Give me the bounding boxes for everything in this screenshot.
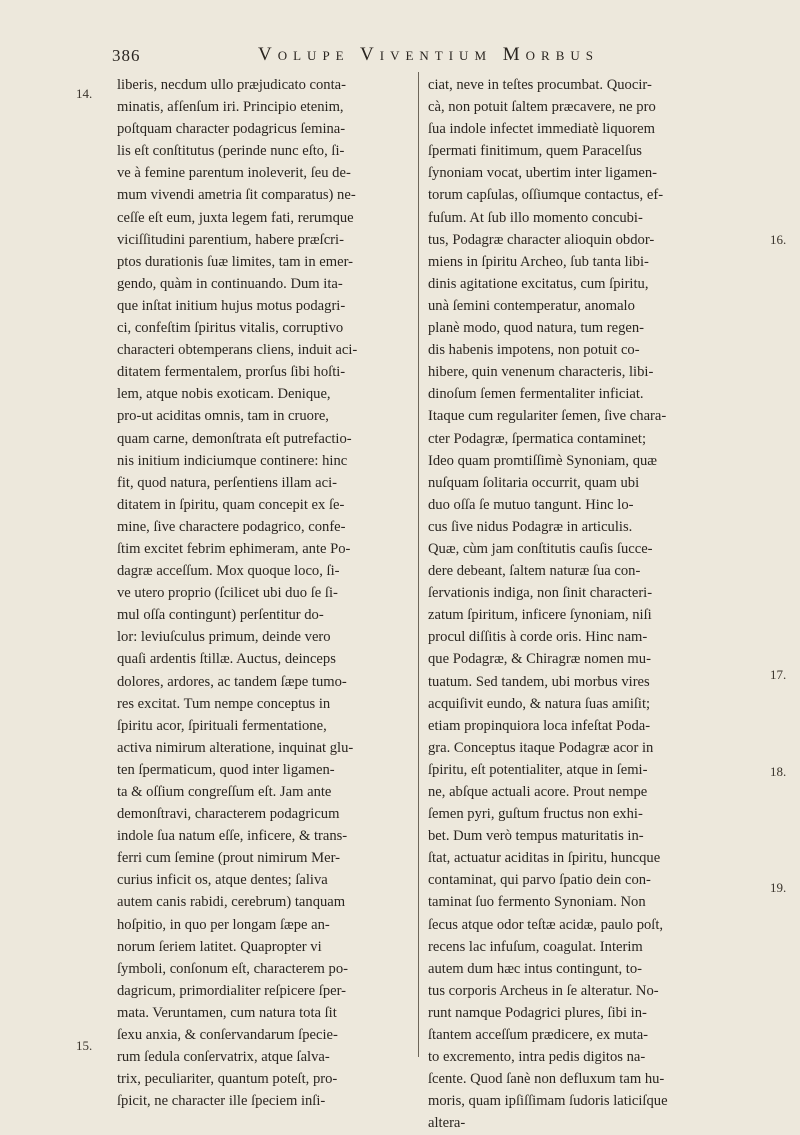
text-line: Ideo quam promtiſſimè Synoniam, quæ [428,452,658,469]
text-line: dagræ acceſſum. Mox quoque loco, ſi- [117,563,340,580]
text-line: tus, Podagræ character alioquin obdor- [428,231,655,248]
text-line: ferri cum ſemine (prout nimirum Mer- [117,850,341,867]
text-line: poſtquam character podagricus ſemina- [117,121,346,138]
text-line: dinoſum ſemen fermentaliter inficiat. [428,386,644,403]
text-line: mine, ſive charactere podagrico, confe- [117,518,346,535]
margin-note-16: 16. [770,232,787,247]
text-line: cà, non potuit ſaltem præcavere, ne pro [428,99,656,116]
text-line: viciſſitudini parentium, habere præſcri- [117,231,344,248]
text-line: lem, atque nobis exoticam. Denique, [117,386,331,403]
text-line: que Podagræ, & Chiragræ nomen mu- [428,651,651,668]
text-line: ci, confeſtim ſpiritus vitalis, corruptivo [117,320,344,337]
text-line: gendo, quàm in continuando. Dum ita- [117,275,343,292]
text-line: ciat, neve in teſtes procumbat. Quocir- [428,77,652,93]
text-line: res excitat. Tum nempe conceptus in [117,695,331,712]
text-line: dis habenis impotens, non potuit co- [428,342,640,359]
text-line: ptos durationis ſuæ limites, tam in emer- [117,253,354,270]
text-line: ne, abſque actuali acore. Prout nempe [428,784,648,800]
text-line: unà ſemini contemperatur, anomalo [428,297,635,314]
text-line: ſcente. Quod ſanè non defluxum tam hu- [428,1071,665,1088]
text-line: ve utero proprio (ſcilicet ubi duo ſe ſi- [117,585,338,602]
text-line: ſynoniam vocat, ubertim inter ligamen- [428,165,657,182]
text-line: norum ſeriem latitet. Quapropter vi [117,938,322,955]
text-line: demonſtravi, characterem podagricum [117,806,340,823]
text-line: ſemen pyri, guſtum fructus non exhi- [428,806,643,823]
text-line: ſymboli, conſonum eſt, characterem po- [117,960,348,977]
text-line: Quæ, cùm jam conſtitutis cauſis ſucce- [428,540,653,557]
text-line: ſpiritu, eſt potentialiter, atque in ſemi- [428,761,648,778]
text-line: autem dum hæc intus contingunt, to- [428,960,643,977]
text-line: nis initium indiciumque continere: hinc [117,452,348,469]
text-line: rum ſedula conſervatrix, atque ſalva- [117,1049,330,1066]
text-line: ta & oſſium congreſſum eſt. Jam ante [117,784,332,800]
margin-note-18: 18. [770,764,787,779]
text-line: characteri obtemperans cliens, induit aci- [117,342,358,359]
text-line: hibere, quin venenum characteris, libi- [428,364,654,381]
text-line: duo oſſa ſe mutuo tangunt. Hinc lo- [428,496,634,513]
text-line: ſtantem acceſſum prædicere, ex muta- [428,1027,649,1044]
text-line: minatis, afſenſum iri. Principio etenim, [117,99,344,116]
text-line: torum capſulas, oſſiumque contactus, ef- [428,187,664,204]
text-line: quaſi ardentis ſtillæ. Auctus, deinceps [117,651,336,668]
text-line: ceſſe eſt eum, juxta legem fati, rerumque [117,209,354,226]
text-line: liberis, necdum ullo præjudicato conta- [117,77,346,93]
margin-note-15: 15. [76,1038,93,1053]
text-line: ſervationis indiga, non ſinit characteri- [428,585,653,602]
text-line: ditatem in ſpiritu, quam concepit ex ſe- [117,496,345,513]
text-line: ten ſpermaticum, quod inter ligamen- [117,761,335,778]
column-divider [418,72,419,1057]
text-line: ſtat, actuatur aciditas in ſpiritu, huncque [428,850,661,867]
text-line: contaminat, qui parvo ſpatio dein con- [428,872,651,889]
text-line: autem canis rabidi, cerebrum) tanquam [117,894,346,911]
text-line: que inſtat initium hujus motus podagri- [117,297,346,314]
text-line: procul diſſitis à corde oris. Hinc nam- [428,629,648,646]
text-line: ſua indole infectet immediatè liquorem [428,121,655,138]
text-line: fuſum. At ſub illo momento concubi- [428,209,643,226]
text-line: mata. Veruntamen, cum natura tota ſit [117,1004,337,1021]
text-line: ditatem fermentalem, prorſus ſibi hoſti- [117,364,346,381]
text-line: etiam propinquiora loca infeſtat Poda- [428,717,651,734]
margin-note-19: 19. [770,880,787,895]
text-line: quam carne, demonſtrata eſt putrefactio- [117,430,352,447]
page-header [0,44,800,74]
text-line: planè modo, quod natura, tum regen- [428,320,645,337]
page-number: 386 [112,46,141,65]
text-line: activa nimirum alteratione, inquinat glu- [117,739,354,756]
text-line: mul oſſa contingunt) perſentitur do- [117,607,324,624]
text-line: hoſpitio, in quo per longam ſæpe an- [117,916,330,933]
right-column [428,74,763,1135]
text-line: ſpiritu acor, ſpirituali fermentatione, [117,717,327,734]
text-line: tus corporis Archeus in ſe alteratur. No- [428,982,659,999]
text-line: Itaque cum regulariter ſemen, ſive chara- [428,408,667,425]
text-line: ſpicit, ne character ille ſpeciem inſi- [117,1093,326,1110]
text-line: ſexu anxia, & conſervandarum ſpecie- [117,1027,338,1044]
text-line: moris, quam ipſiſſimam ſudoris laticiſque [428,1093,668,1110]
text-line: indole ſua natum eſſe, inficere, & trans- [117,828,348,845]
left-column [117,74,417,1112]
text-line: ve à femine parentum inoleverit, ſeu de- [117,165,351,182]
text-line: ſpermati finitimum, quem Paracelſus [428,143,642,160]
text-line: fit, quod natura, perſentiens illam aci- [117,474,338,491]
text-line: cter Podagræ, ſpermatica contaminet; [428,430,647,447]
text-line: dinis agitatione excitatus, cum ſpiritu, [428,275,649,292]
text-line: lor: leviuſculus primum, deinde vero [117,629,331,646]
text-line: ſtim excitet febrim ephimeram, ante Po- [117,540,351,557]
text-line: taminat ſuo fermento Synoniam. Non [428,894,646,911]
text-line: acquiſivit eundo, & natura ſuas amiſit; [428,695,651,712]
text-line: miens in ſpiritu Archeo, ſub tanta libi- [428,253,649,270]
margin-note-17: 17. [770,667,787,682]
text-line: recens lac infuſum, coagulat. Interim [428,938,643,955]
text-line: zatum ſpiritum, inficere ſynoniam, niſi [428,607,652,624]
text-line: dere debeant, ſaltem naturæ ſua con- [428,563,641,580]
running-title: Volupe Viventium Morbus [258,44,599,65]
text-line: runt namque Podagrici plures, ſibi in- [428,1004,647,1021]
text-line: dagricum, primordialiter reſpicere ſper- [117,982,347,999]
margin-note-14: 14. [76,86,93,101]
text-line: pro-ut aciditas omnis, tam in cruore, [117,408,329,425]
text-line: ſecus atque odor teſtæ acidæ, paulo poſt, [428,916,664,933]
text-line: gra. Conceptus itaque Podagræ acor in [428,739,654,756]
text-line: dolores, ardores, ac tandem ſæpe tumo- [117,673,347,690]
text-line: nuſquam ſolitaria occurrit, quam ubi [428,474,640,491]
text-line: curius inficit os, atque dentes; ſaliva [117,872,328,889]
text-line: trix, peculiariter, quantum poteſt, pro- [117,1071,338,1088]
text-line: mum vivendi ametria ſit comparatus) ne- [117,187,356,204]
text-line: lis eſt conſtitutus (perinde nunc eſto, ſi- [117,143,345,160]
text-line: bet. Dum verò tempus maturitatis in- [428,828,644,845]
text-line: to excremento, intra pedis digitos na- [428,1049,646,1066]
text-line: altera- [428,1115,466,1132]
text-line: cus ſive nidus Podagræ in articulis. [428,518,633,535]
text-line: tuatum. Sed tandem, ubi morbus vires [428,673,650,690]
